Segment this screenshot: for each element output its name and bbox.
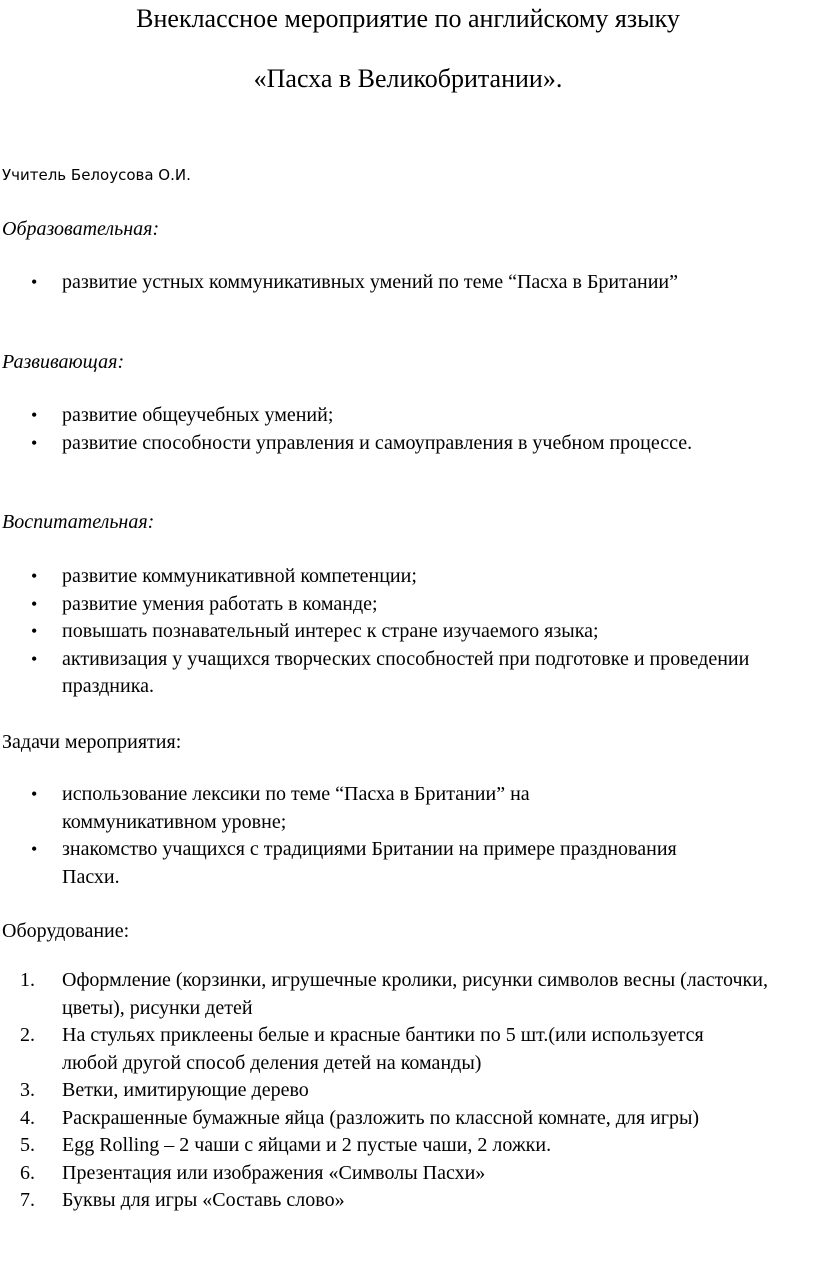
- upbringing-goals-list: [0, 563, 816, 701]
- list-item: [0, 1022, 816, 1077]
- list-item: [0, 430, 816, 458]
- list-item: [0, 1077, 816, 1105]
- section-heading-developing: Развивающая:: [2, 351, 125, 373]
- bullet-icon: •: [31, 405, 38, 425]
- list-item-text: знакомство учащихся с традициями Британии на примере празднования Пасхи.: [62, 838, 677, 888]
- tasks-list: [0, 781, 816, 891]
- section-heading-equipment: Оборудование:: [2, 920, 130, 942]
- bullet-icon: •: [31, 566, 38, 586]
- list-item: [0, 1187, 816, 1215]
- list-item: [0, 618, 816, 646]
- list-item-text: На стульях приклеены белые и красные бантики по 5 шт.(или используется любой другой способ деления детей на команды): [62, 1024, 704, 1074]
- bullet-icon: •: [31, 272, 38, 292]
- bullet-icon: •: [31, 432, 38, 453]
- bullet-icon: •: [31, 621, 38, 641]
- list-item-text: развитие коммуникативной компетенции;: [62, 565, 417, 587]
- list-item-number: 6.: [20, 1161, 35, 1184]
- developing-goals-list: [0, 402, 816, 457]
- list-item-text: Буквы для игры «Составь слово»: [62, 1189, 345, 1211]
- list-item-number: 4.: [20, 1106, 35, 1129]
- list-item: [0, 402, 816, 430]
- list-item-text: развитие способности управления и самоуправления в учебном процессе.: [62, 431, 693, 454]
- list-item-text: развитие умения работать в команде;: [62, 592, 378, 615]
- bullet-icon: •: [31, 648, 38, 669]
- list-item-text: Презентация или изображения «Символы Пасхи»: [62, 1161, 486, 1184]
- list-item: [0, 563, 816, 591]
- list-item: [0, 967, 816, 1022]
- equipment-list: [0, 967, 816, 1215]
- list-item-number: 5.: [20, 1134, 35, 1156]
- list-item-number: 7.: [20, 1189, 35, 1211]
- list-item-text: развитие устных коммуникативных умений по теме “Пасха в Британии”: [62, 271, 678, 293]
- section-heading-upbringing: Воспитательная:: [2, 511, 155, 533]
- list-item-text: повышать познавательный интерес к стране изучаемого языка;: [62, 620, 599, 642]
- list-item-text: развитие общеучебных умений;: [62, 404, 334, 426]
- list-item: [0, 269, 816, 297]
- list-item: [0, 1105, 816, 1133]
- list-item-text: использование лексики по теме “Пасха в Британии” на коммуникативном уровне;: [62, 783, 530, 833]
- list-item-text: Ветки, имитирующие дерево: [62, 1079, 309, 1101]
- list-item: [0, 591, 816, 619]
- list-item-number: 3.: [20, 1079, 35, 1101]
- educational-goals-list: [0, 269, 816, 297]
- list-item-text: активизация у учащихся творческих способностей при подготовке и проведении праздника.: [62, 647, 750, 697]
- list-item-text: Egg Rolling – 2 чаши с яйцами и 2 пустые чаши, 2 ложки.: [62, 1134, 552, 1156]
- bullet-icon: •: [31, 784, 38, 804]
- document-title-line-1: Внеклассное мероприятие по английскому языку: [136, 4, 680, 33]
- teacher-name: Учитель Белоусова О.И.: [2, 166, 191, 184]
- document-title-line-2: «Пасха в Великобритании».: [253, 64, 563, 93]
- list-item: [0, 1132, 816, 1160]
- list-item: [0, 646, 816, 701]
- section-heading-educational: Образовательная:: [2, 218, 160, 240]
- list-item-text: Оформление (корзинки, игрушечные кролики, рисунки символов весны (ласточки, цветы), рисунки детей: [62, 969, 768, 1019]
- list-item: [0, 781, 816, 836]
- list-item: [0, 1160, 816, 1188]
- section-heading-tasks: Задачи мероприятия:: [2, 731, 182, 753]
- bullet-icon: •: [31, 839, 38, 859]
- list-item: [0, 836, 816, 891]
- list-item-text: Раскрашенные бумажные яйца (разложить по классной комнате, для игры): [62, 1106, 700, 1129]
- bullet-icon: •: [31, 593, 38, 614]
- list-item-number: 2.: [20, 1024, 35, 1046]
- list-item-number: 1.: [20, 969, 35, 991]
